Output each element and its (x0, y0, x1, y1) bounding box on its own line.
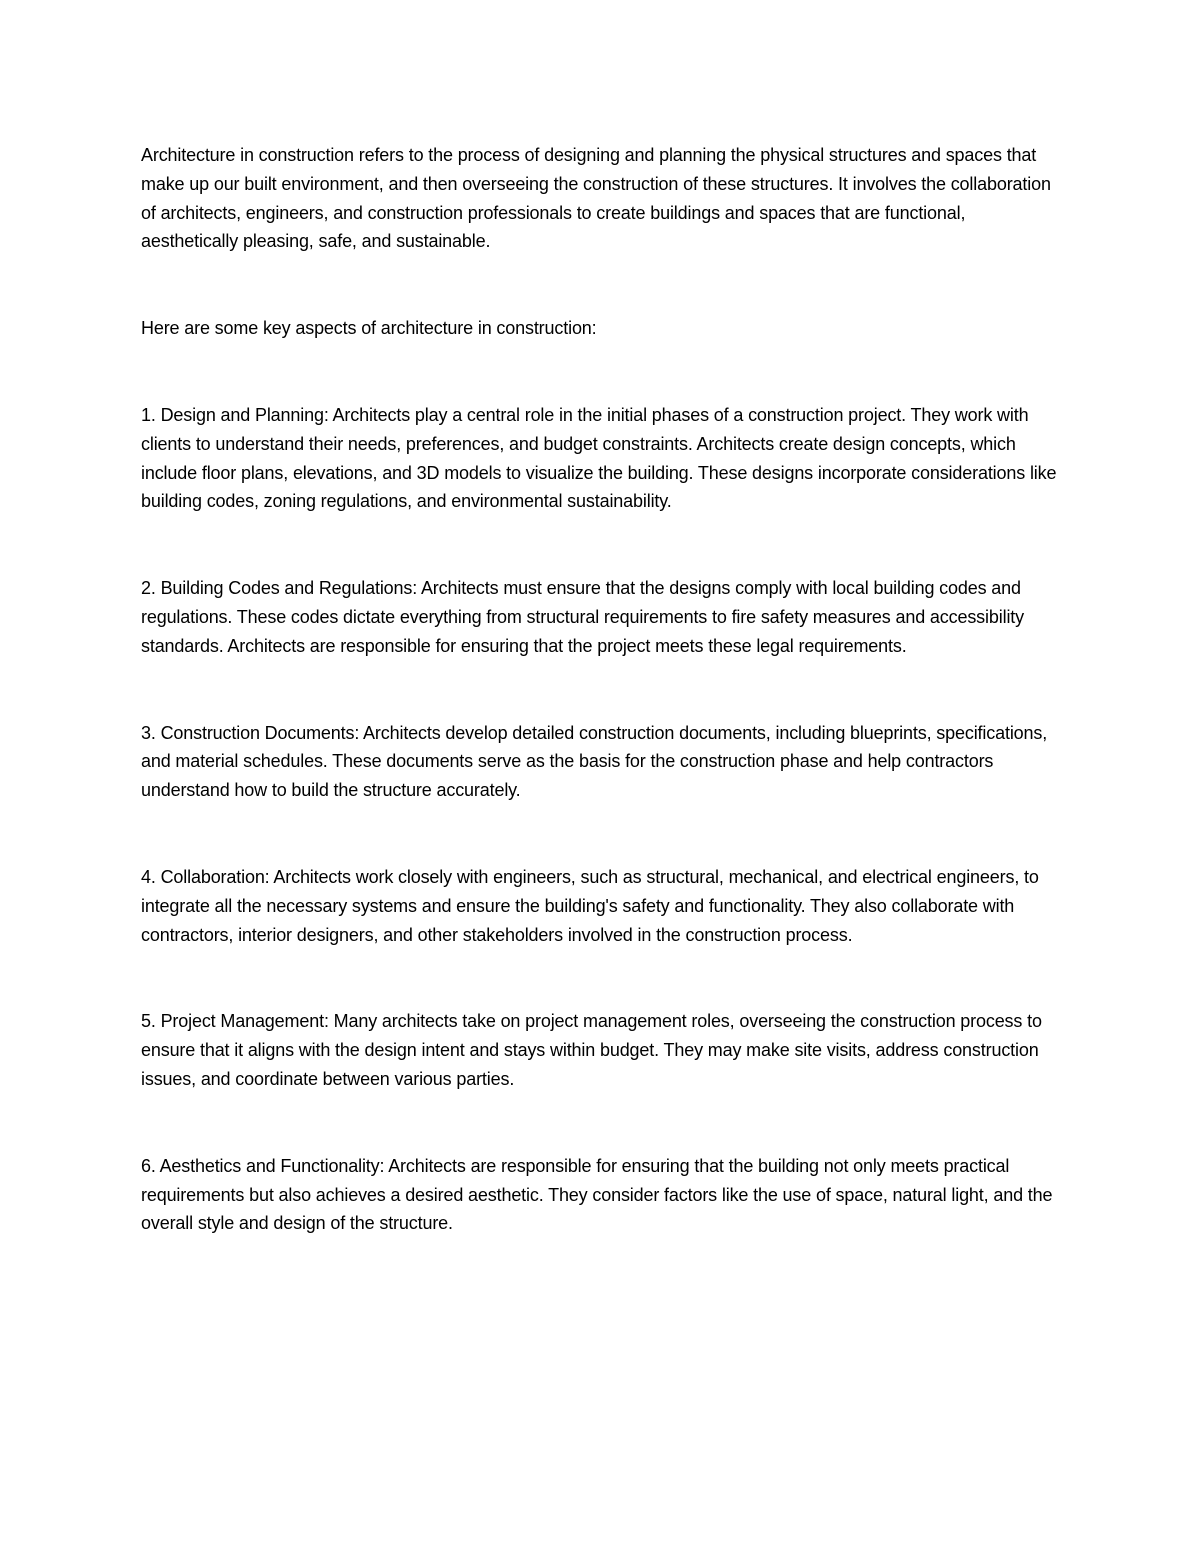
document-body (141, 141, 1066, 1296)
aspect-design-planning: 1. Design and Planning: Architects play a central role in the initial phases of a construction project. They work with clients to understand their needs, preferences, and budget constraints. Architects create design concepts, which include floor plans, elevations, and 3D models to visualize the building. These designs incorporate considerations like building codes, zoning regulations, and environmental sustainability. (141, 404, 1057, 512)
aspect-aesthetics-functionality: 6. Aesthetics and Functionality: Architects are responsible for ensuring that the building not only meets practical requirements but also achieves a desired aesthetic. They consider factors like the use of space, natural light, and the overall style and design of the structure. (141, 1155, 1053, 1234)
aspect-collaboration: 4. Collaboration: Architects work closely with engineers, such as structural, mechanical, and electrical engineers, to integrate all the necessary systems and ensure the building's safety and functionality. They also collaborate with contractors, interior designers, and other stakeholders involved in the construction process. (141, 866, 1039, 945)
aspect-building-codes: 2. Building Codes and Regulations: Architects must ensure that the designs comply with local building codes and regulations. These codes dictate everything from structural requirements to fire safety measures and accessibility standards. Architects are responsible for ensuring that the project meets these legal requirements. (141, 578, 1024, 656)
intro-paragraph: Architecture in construction refers to the process of designing and planning the physical structures and spaces that make up our built environment, and then overseeing the construction of these structures. It involves the collaboration of architects, engineers, and construction professionals to create buildings and spaces that are functional, aesthetically pleasing, safe, and sustainable. (141, 145, 1051, 252)
lead-paragraph: Here are some key aspects of architecture in construction: (141, 318, 597, 339)
aspect-project-management: 5. Project Management: Many architects take on project management roles, overseeing the construction process to ensure that it aligns with the design intent and stays within budget. They may make site visits, address construction issues, and coordinate between various parties. (141, 1011, 1042, 1089)
aspect-construction-documents: 3. Construction Documents: Architects develop detailed construction documents, including blueprints, specifications, and material schedules. These documents serve as the basis for the construction phase and help contractors understand how to build the structure accurately. (141, 722, 1048, 801)
